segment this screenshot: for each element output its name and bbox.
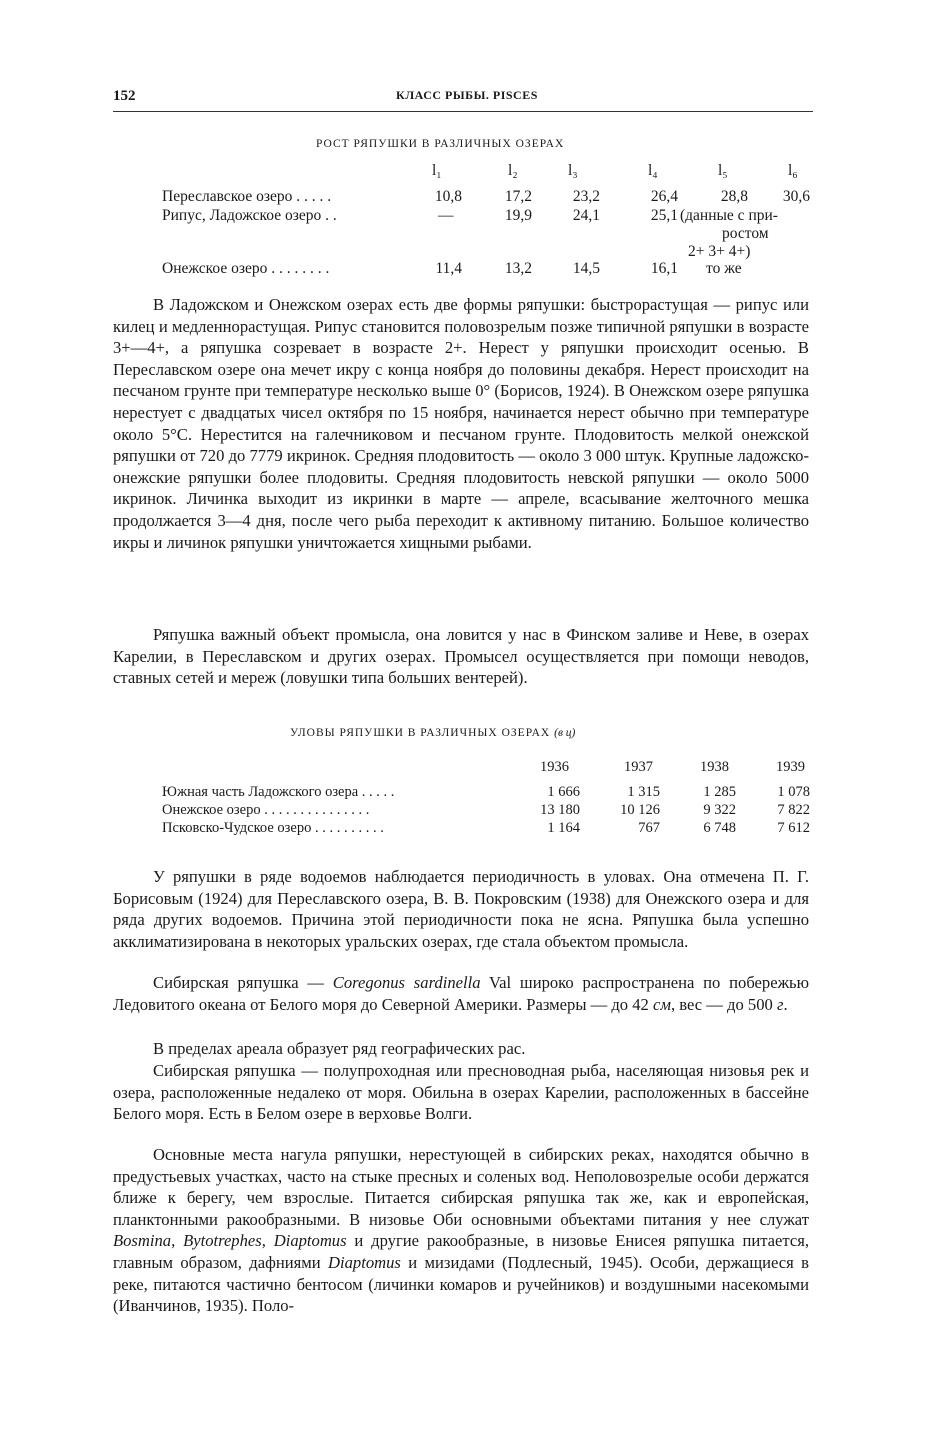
table2-cell: 1 164 bbox=[547, 820, 580, 836]
table1-col-header: l₃ bbox=[568, 162, 578, 179]
table1-row-name: Рипус, Ладожское озеро . . bbox=[162, 207, 337, 224]
table1-note: (данные с при- bbox=[680, 207, 778, 224]
table2-cell: 1 315 bbox=[627, 784, 660, 800]
table2-cell: 6 748 bbox=[703, 820, 736, 836]
table1-cell: 11,4 bbox=[435, 260, 462, 277]
table1-cell: 24,1 bbox=[572, 207, 600, 224]
paragraph-habitat: Сибирская ряпушка — полупроходная или пресноводная рыба, населяющая низовья рек и озера, расположенные недалеко от моря. Обильна в озерах Карелии, расположенных в бассейне Белого моря. Есть в Белом озере в верховье Волги. bbox=[113, 1061, 809, 1124]
table2-cell: 13 180 bbox=[540, 802, 580, 818]
table2-cell: 767 bbox=[638, 820, 660, 836]
paragraph-spawning: В Ладожском и Онежском озерах есть две формы ряпушки: быстрорастущая — рипус или килец и медленнорастущая. Рипус становится половозрелым позже типичной ряпушки в возрасте 3+—4+, а ряпушка созревает в возрасте 2+. Нерест у ряпушки происходит осенью. В Переславском озере она мечет икру с конца ноября до половины декабря. Нерест происходит на песчаном грунте при температуре несколько выше 0° (Борисов, 1924). В Онежском озере ряпушка нерестует с двадцатых чисел октября по 15 ноября, начинается нерест обычно при температуре около 5°С. Нерестится на галечниковом и песчаном грунте. Плодовитость мелкой онежской ряпушки от 720 до 7779 икринок. Средняя плодовитость — около 3 000 штук. Крупные ладожско-онежские ряпушки более плодовиты. Средняя плодовитость невской ряпушки — около 5000 икринок. Личинка выходит из икринки в марте — апреле, всасывание желточного мешка продолжается 3—4 дня, после чего рыба переходит к активному питанию. Большое количество икры и личинок ряпушки уничтожается хищными рыбами. bbox=[113, 295, 809, 552]
table1-caption: РОСТ РЯПУШКИ В РАЗЛИЧНЫХ ОЗЕРАХ bbox=[316, 138, 565, 150]
table1-cell: 26,4 bbox=[650, 188, 678, 205]
table1-col-header: l₂ bbox=[508, 162, 518, 179]
table1-note: 2+ 3+ 4+) bbox=[688, 243, 751, 260]
page-number: 152 bbox=[113, 88, 136, 104]
table1-cell: 19,9 bbox=[504, 207, 532, 224]
unit-cm: см bbox=[653, 994, 671, 1014]
text-run: Основные места нагула ряпушки, нерестующей в сибирских реках, находятся обычно в предустьевых участках, часто на стыке пресных и соленых вод. Неполовозрелые особи держатся ближе к берегу, чем взрослые. Питается сибирская ряпушка так же, как и европейская, планктонными ракообразными. В низовье Оби основными объектами питания у нее служат bbox=[113, 1145, 809, 1229]
table1-cell: 17,2 bbox=[504, 188, 532, 205]
text-run: и другие ракообразные, в низовье Енисея ряпушка питается, главным образом, дафниями bbox=[113, 1231, 809, 1272]
table1-cell: 28,8 bbox=[720, 188, 748, 205]
table1-row-name: Переславское озеро . . . . . bbox=[162, 188, 332, 205]
table2-row-name: Южная часть Ладожского озера . . . . . bbox=[162, 784, 395, 800]
text-run: Сибирская ряпушка — bbox=[153, 973, 333, 992]
paragraph-siberian-cisco bbox=[113, 972, 809, 1015]
text-run: и мизидами (Подлесный, 1945). Особи, держащиеся в реке, питаются частично бентосом (личинки комаров и ручейников) и воздушными насекомыми (Иванчинов, 1935). Поло- bbox=[113, 1252, 810, 1316]
table2-cell: 1 078 bbox=[777, 784, 810, 800]
paragraph-feeding bbox=[113, 1144, 809, 1317]
table1-cell: 10,8 bbox=[434, 188, 462, 205]
table2-cell: 1 666 bbox=[547, 784, 580, 800]
table1-row-name: Онежское озеро . . . . . . . . bbox=[162, 260, 330, 277]
table1-col-header: l₆ bbox=[788, 162, 798, 179]
table1-cell: 14,5 bbox=[572, 260, 600, 277]
table2-cell: 10 126 bbox=[620, 802, 660, 818]
table1-cell: 23,2 bbox=[572, 188, 600, 205]
table2-caption bbox=[290, 727, 575, 739]
table1-col-header: l₄ bbox=[648, 162, 658, 179]
running-title: КЛАСС РЫБЫ. PISCES bbox=[396, 88, 538, 102]
table2-cell: 1 285 bbox=[703, 784, 736, 800]
table1-col-header: l₅ bbox=[718, 162, 728, 179]
unit-g: г bbox=[776, 994, 784, 1014]
table1-col-header: l₁ bbox=[432, 162, 442, 179]
table2-col-header: 1936 bbox=[540, 759, 569, 775]
table1-cell: 16,1 bbox=[650, 260, 678, 277]
table1-cell: 30,6 bbox=[782, 188, 810, 205]
page-header bbox=[113, 88, 813, 110]
latin-name: Coregonus sardinella bbox=[332, 973, 481, 992]
text-run: , вес — до 500 bbox=[670, 994, 777, 1014]
latin-taxon: Diaptomus bbox=[328, 1252, 401, 1272]
table2-unit: (в ц) bbox=[554, 727, 576, 739]
table2-col-header: 1939 bbox=[776, 759, 805, 775]
latin-taxa: Bosmina, Bytotrephes, Diaptomus bbox=[113, 1231, 347, 1251]
table1-note: то же bbox=[706, 260, 742, 277]
table2-row-name: Псковско-Чудское озеро . . . . . . . . . . bbox=[162, 820, 384, 836]
table2-cell: 7 612 bbox=[777, 820, 810, 836]
paragraph-fishery: Ряпушка важный объект промысла, она ловится у нас в Финском заливе и Неве, в озерах Карелии, в Переславском и других озерах. Промысел осуществляется при помощи неводов, ставных сетей и мереж (ловушки типа больших вентерей). bbox=[113, 625, 809, 688]
paragraph-periodicity: У ряпушки в ряде водоемов наблюдается периодичность в уловах. Она отмечена П. Г. Борисовым (1924) для Переславского озера, В. В. Покровским (1938) для Онежского озера и для ряда других водоемов. Причина этой периодичности пока не ясна. Ряпушка была успешно акклиматизирована в некоторых уральских озерах, где стала объектом промысла. bbox=[113, 867, 809, 951]
table1-cell: — bbox=[438, 207, 454, 224]
table2-cell: 9 322 bbox=[703, 802, 736, 818]
table1-cell: 13,2 bbox=[504, 260, 532, 277]
table2-caption-text: УЛОВЫ РЯПУШКИ В РАЗЛИЧНЫХ ОЗЕРАХ bbox=[290, 727, 551, 739]
table1-note: ростом bbox=[722, 225, 769, 242]
paragraph-races: В пределах ареала образует ряд географических рас. bbox=[153, 1039, 526, 1058]
table1-cell: 25,1 bbox=[650, 207, 678, 224]
table2-row-name: Онежское озеро . . . . . . . . . . . . . . . bbox=[162, 802, 370, 818]
table2-cell: 7 822 bbox=[777, 802, 810, 818]
text-run: . bbox=[783, 994, 788, 1014]
header-rule bbox=[113, 111, 813, 112]
text-run: Val широко распространена по побережью Ледовитого океана от Белого моря до Северной Америки. Размеры — до 42 bbox=[113, 973, 809, 1014]
table2-col-header: 1937 bbox=[624, 759, 653, 775]
table2-col-header: 1938 bbox=[700, 759, 729, 775]
